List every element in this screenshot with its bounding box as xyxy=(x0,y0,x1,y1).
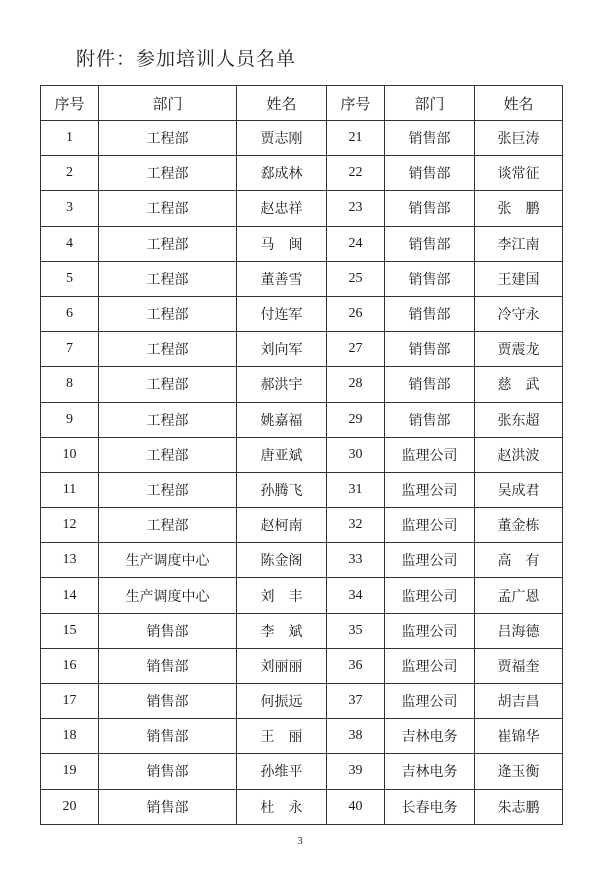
header-dept-right: 部门 xyxy=(385,86,475,121)
seq-cell: 36 xyxy=(327,648,385,683)
seq-cell: 20 xyxy=(41,789,99,824)
name-cell: 何振远 xyxy=(237,684,327,719)
table-row xyxy=(41,402,563,437)
table-row xyxy=(41,156,563,191)
table-row xyxy=(41,191,563,226)
name-cell: 贾福奎 xyxy=(475,648,563,683)
table-row xyxy=(41,296,563,331)
department-cell: 监理公司 xyxy=(385,472,475,507)
header-name-right: 姓名 xyxy=(475,86,563,121)
department-cell: 工程部 xyxy=(99,472,237,507)
seq-cell: 31 xyxy=(327,472,385,507)
department-cell: 监理公司 xyxy=(385,543,475,578)
seq-cell: 22 xyxy=(327,156,385,191)
name-cell: 张巨涛 xyxy=(475,121,563,156)
table-row xyxy=(41,332,563,367)
page-title: 附件：参加培训人员名单 xyxy=(76,48,297,70)
name-cell: 董善雪 xyxy=(237,261,327,296)
name-cell: 马 闽 xyxy=(237,226,327,261)
seq-cell: 32 xyxy=(327,508,385,543)
name-cell: 李 斌 xyxy=(237,613,327,648)
name-cell: 王建国 xyxy=(475,261,563,296)
name-cell: 张东超 xyxy=(475,402,563,437)
name-cell: 冷守永 xyxy=(475,296,563,331)
seq-cell: 28 xyxy=(327,367,385,402)
department-cell: 工程部 xyxy=(99,332,237,367)
department-cell: 监理公司 xyxy=(385,613,475,648)
department-cell: 销售部 xyxy=(99,648,237,683)
seq-cell: 4 xyxy=(41,226,99,261)
table-row xyxy=(41,719,563,754)
department-cell: 生产调度中心 xyxy=(99,543,237,578)
seq-cell: 18 xyxy=(41,719,99,754)
department-cell: 销售部 xyxy=(99,613,237,648)
department-cell: 销售部 xyxy=(385,261,475,296)
department-cell: 监理公司 xyxy=(385,508,475,543)
name-cell: 李江南 xyxy=(475,226,563,261)
department-cell: 销售部 xyxy=(385,156,475,191)
name-cell: 姚嘉福 xyxy=(237,402,327,437)
department-cell: 工程部 xyxy=(99,121,237,156)
seq-cell: 27 xyxy=(327,332,385,367)
seq-cell: 9 xyxy=(41,402,99,437)
table-row xyxy=(41,367,563,402)
name-cell: 刘丽丽 xyxy=(237,648,327,683)
department-cell: 销售部 xyxy=(385,332,475,367)
table-row xyxy=(41,261,563,296)
seq-cell: 37 xyxy=(327,684,385,719)
department-cell: 销售部 xyxy=(99,754,237,789)
seq-cell: 25 xyxy=(327,261,385,296)
seq-cell: 26 xyxy=(327,296,385,331)
name-cell: 付连军 xyxy=(237,296,327,331)
name-cell: 谈常征 xyxy=(475,156,563,191)
seq-cell: 6 xyxy=(41,296,99,331)
department-cell: 生产调度中心 xyxy=(99,578,237,613)
seq-cell: 7 xyxy=(41,332,99,367)
seq-cell: 1 xyxy=(41,121,99,156)
department-cell: 监理公司 xyxy=(385,578,475,613)
department-cell: 工程部 xyxy=(99,191,237,226)
department-cell: 销售部 xyxy=(385,121,475,156)
department-cell: 长春电务 xyxy=(385,789,475,824)
seq-cell: 13 xyxy=(41,543,99,578)
seq-cell: 40 xyxy=(327,789,385,824)
department-cell: 销售部 xyxy=(99,684,237,719)
department-cell: 工程部 xyxy=(99,156,237,191)
name-cell: 孟广恩 xyxy=(475,578,563,613)
department-cell: 销售部 xyxy=(385,367,475,402)
seq-cell: 12 xyxy=(41,508,99,543)
department-cell: 工程部 xyxy=(99,296,237,331)
table-row xyxy=(41,613,563,648)
trainee-roster-table xyxy=(40,85,563,825)
name-cell: 王 丽 xyxy=(237,719,327,754)
seq-cell: 14 xyxy=(41,578,99,613)
header-dept-left: 部门 xyxy=(99,86,237,121)
seq-cell: 5 xyxy=(41,261,99,296)
table-header-row xyxy=(41,86,563,121)
name-cell: 赵柯南 xyxy=(237,508,327,543)
table-row xyxy=(41,789,563,824)
seq-cell: 21 xyxy=(327,121,385,156)
department-cell: 工程部 xyxy=(99,508,237,543)
name-cell: 孙腾飞 xyxy=(237,472,327,507)
seq-cell: 17 xyxy=(41,684,99,719)
name-cell: 刘向军 xyxy=(237,332,327,367)
seq-cell: 24 xyxy=(327,226,385,261)
department-cell: 监理公司 xyxy=(385,437,475,472)
name-cell: 郄成林 xyxy=(237,156,327,191)
name-cell: 孙维平 xyxy=(237,754,327,789)
department-cell: 销售部 xyxy=(385,402,475,437)
table-row xyxy=(41,472,563,507)
seq-cell: 34 xyxy=(327,578,385,613)
department-cell: 吉林电务 xyxy=(385,719,475,754)
name-cell: 张 鹏 xyxy=(475,191,563,226)
name-cell: 刘 丰 xyxy=(237,578,327,613)
table-row xyxy=(41,754,563,789)
department-cell: 工程部 xyxy=(99,367,237,402)
department-cell: 销售部 xyxy=(99,719,237,754)
seq-cell: 30 xyxy=(327,437,385,472)
name-cell: 高 有 xyxy=(475,543,563,578)
table-row xyxy=(41,226,563,261)
seq-cell: 33 xyxy=(327,543,385,578)
department-cell: 工程部 xyxy=(99,226,237,261)
department-cell: 销售部 xyxy=(385,191,475,226)
department-cell: 监理公司 xyxy=(385,648,475,683)
table-row xyxy=(41,648,563,683)
seq-cell: 19 xyxy=(41,754,99,789)
name-cell: 董金栋 xyxy=(475,508,563,543)
seq-cell: 35 xyxy=(327,613,385,648)
table-row xyxy=(41,437,563,472)
table-row xyxy=(41,578,563,613)
name-cell: 赵忠祥 xyxy=(237,191,327,226)
seq-cell: 39 xyxy=(327,754,385,789)
name-cell: 唐亚斌 xyxy=(237,437,327,472)
name-cell: 吕海德 xyxy=(475,613,563,648)
header-seq-left: 序号 xyxy=(41,86,99,121)
seq-cell: 2 xyxy=(41,156,99,191)
department-cell: 销售部 xyxy=(385,226,475,261)
table-row xyxy=(41,543,563,578)
table-row xyxy=(41,121,563,156)
department-cell: 销售部 xyxy=(385,296,475,331)
department-cell: 工程部 xyxy=(99,437,237,472)
department-cell: 吉林电务 xyxy=(385,754,475,789)
name-cell: 慈 武 xyxy=(475,367,563,402)
table-row xyxy=(41,684,563,719)
table-body xyxy=(41,121,563,825)
seq-cell: 15 xyxy=(41,613,99,648)
name-cell: 陈金阁 xyxy=(237,543,327,578)
department-cell: 工程部 xyxy=(99,402,237,437)
seq-cell: 29 xyxy=(327,402,385,437)
header-seq-right: 序号 xyxy=(327,86,385,121)
department-cell: 销售部 xyxy=(99,789,237,824)
department-cell: 工程部 xyxy=(99,261,237,296)
page-number: 3 xyxy=(297,835,303,847)
name-cell: 崔锦华 xyxy=(475,719,563,754)
name-cell: 赵洪波 xyxy=(475,437,563,472)
department-cell: 监理公司 xyxy=(385,684,475,719)
name-cell: 杜 永 xyxy=(237,789,327,824)
seq-cell: 16 xyxy=(41,648,99,683)
seq-cell: 3 xyxy=(41,191,99,226)
name-cell: 吴成君 xyxy=(475,472,563,507)
name-cell: 逄玉衡 xyxy=(475,754,563,789)
name-cell: 胡吉昌 xyxy=(475,684,563,719)
header-name-left: 姓名 xyxy=(237,86,327,121)
seq-cell: 8 xyxy=(41,367,99,402)
table-row xyxy=(41,508,563,543)
name-cell: 郝洪宇 xyxy=(237,367,327,402)
name-cell: 朱志鹏 xyxy=(475,789,563,824)
seq-cell: 38 xyxy=(327,719,385,754)
name-cell: 贾震龙 xyxy=(475,332,563,367)
name-cell: 贾志刚 xyxy=(237,121,327,156)
seq-cell: 23 xyxy=(327,191,385,226)
seq-cell: 11 xyxy=(41,472,99,507)
seq-cell: 10 xyxy=(41,437,99,472)
